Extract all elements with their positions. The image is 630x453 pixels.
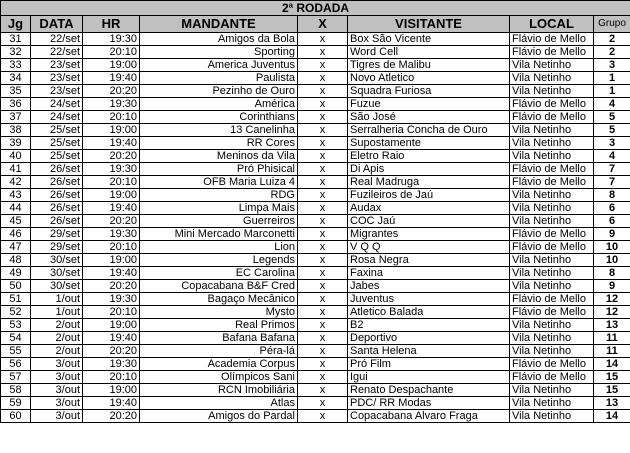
cell-grupo: 4 bbox=[594, 150, 630, 163]
cell-x: x bbox=[298, 228, 348, 241]
cell-x: x bbox=[298, 267, 348, 280]
cell-jg: 36 bbox=[1, 98, 31, 111]
cell-jg: 51 bbox=[1, 293, 31, 306]
cell-local: Flávio de Mello bbox=[510, 293, 594, 306]
cell-local: Vila Netinho bbox=[510, 397, 594, 410]
cell-mandante: Pezinho de Ouro bbox=[140, 85, 298, 98]
cell-x: x bbox=[298, 332, 348, 345]
cell-x: x bbox=[298, 150, 348, 163]
cell-data: 1/out bbox=[31, 306, 83, 319]
header-hr: HR bbox=[83, 16, 140, 33]
cell-visitante: Fuzue bbox=[348, 98, 510, 111]
cell-jg: 52 bbox=[1, 306, 31, 319]
table-row bbox=[1, 358, 630, 371]
cell-hr: 20:20 bbox=[83, 410, 140, 423]
cell-local: Flávio de Mello bbox=[510, 228, 594, 241]
cell-visitante: Jabes bbox=[348, 280, 510, 293]
table-row bbox=[1, 280, 630, 293]
cell-hr: 19:30 bbox=[83, 293, 140, 306]
cell-grupo: 3 bbox=[594, 137, 630, 150]
cell-jg: 31 bbox=[1, 33, 31, 46]
cell-grupo: 5 bbox=[594, 111, 630, 124]
cell-local: Flávio de Mello bbox=[510, 98, 594, 111]
cell-jg: 48 bbox=[1, 254, 31, 267]
cell-x: x bbox=[298, 33, 348, 46]
cell-x: x bbox=[298, 410, 348, 423]
cell-jg: 46 bbox=[1, 228, 31, 241]
cell-hr: 19:00 bbox=[83, 59, 140, 72]
table-row bbox=[1, 293, 630, 306]
table-row bbox=[1, 397, 630, 410]
cell-local: Vila Netinho bbox=[510, 254, 594, 267]
cell-local: Vila Netinho bbox=[510, 202, 594, 215]
cell-x: x bbox=[298, 306, 348, 319]
cell-hr: 20:20 bbox=[83, 85, 140, 98]
cell-mandante: Copacabana B&F Cred bbox=[140, 280, 298, 293]
header-data: DATA bbox=[31, 16, 83, 33]
cell-mandante: RR Cores bbox=[140, 137, 298, 150]
cell-visitante: Eletro Raio bbox=[348, 150, 510, 163]
cell-hr: 19:00 bbox=[83, 319, 140, 332]
table-row bbox=[1, 332, 630, 345]
cell-hr: 20:10 bbox=[83, 111, 140, 124]
cell-grupo: 4 bbox=[594, 98, 630, 111]
cell-grupo: 11 bbox=[594, 345, 630, 358]
cell-local: Vila Netinho bbox=[510, 384, 594, 397]
cell-visitante: Migrantes bbox=[348, 228, 510, 241]
cell-grupo: 7 bbox=[594, 176, 630, 189]
cell-grupo: 15 bbox=[594, 371, 630, 384]
cell-hr: 19:00 bbox=[83, 124, 140, 137]
cell-visitante: Novo Atletico bbox=[348, 72, 510, 85]
cell-visitante: Copacabana Alvaro Fraga bbox=[348, 410, 510, 423]
cell-hr: 20:20 bbox=[83, 345, 140, 358]
cell-local: Vila Netinho bbox=[510, 137, 594, 150]
cell-x: x bbox=[298, 85, 348, 98]
cell-data: 26/set bbox=[31, 215, 83, 228]
cell-grupo: 11 bbox=[594, 332, 630, 345]
cell-mandante: Atlas bbox=[140, 397, 298, 410]
cell-visitante: São José bbox=[348, 111, 510, 124]
cell-local: Vila Netinho bbox=[510, 72, 594, 85]
cell-jg: 47 bbox=[1, 241, 31, 254]
cell-mandante: Legends bbox=[140, 254, 298, 267]
cell-mandante: Meninos da Vila bbox=[140, 150, 298, 163]
cell-grupo: 12 bbox=[594, 306, 630, 319]
cell-mandante: Pró Phisical bbox=[140, 163, 298, 176]
cell-jg: 49 bbox=[1, 267, 31, 280]
cell-grupo: 2 bbox=[594, 46, 630, 59]
cell-grupo: 1 bbox=[594, 72, 630, 85]
cell-visitante: COC Jaú bbox=[348, 215, 510, 228]
cell-grupo: 6 bbox=[594, 202, 630, 215]
cell-grupo: 1 bbox=[594, 85, 630, 98]
cell-mandante: Mysto bbox=[140, 306, 298, 319]
table-row bbox=[1, 215, 630, 228]
cell-jg: 44 bbox=[1, 202, 31, 215]
header-row bbox=[1, 16, 630, 33]
cell-hr: 19:40 bbox=[83, 397, 140, 410]
table-row bbox=[1, 189, 630, 202]
cell-x: x bbox=[298, 254, 348, 267]
cell-mandante: Olímpicos Sani bbox=[140, 371, 298, 384]
cell-visitante: PDC/ RR Modas bbox=[348, 397, 510, 410]
cell-mandante: Lion bbox=[140, 241, 298, 254]
cell-visitante: Serralheria Concha de Ouro bbox=[348, 124, 510, 137]
cell-data: 29/set bbox=[31, 241, 83, 254]
table-row bbox=[1, 124, 630, 137]
cell-visitante: B2 bbox=[348, 319, 510, 332]
cell-mandante: América bbox=[140, 98, 298, 111]
header-local: LOCAL bbox=[510, 16, 594, 33]
cell-hr: 19:40 bbox=[83, 267, 140, 280]
cell-data: 23/set bbox=[31, 72, 83, 85]
cell-data: 23/set bbox=[31, 59, 83, 72]
cell-visitante: Di Apis bbox=[348, 163, 510, 176]
cell-jg: 35 bbox=[1, 85, 31, 98]
table-row bbox=[1, 46, 630, 59]
cell-hr: 20:20 bbox=[83, 280, 140, 293]
cell-data: 3/out bbox=[31, 371, 83, 384]
cell-data: 26/set bbox=[31, 176, 83, 189]
cell-x: x bbox=[298, 384, 348, 397]
cell-local: Vila Netinho bbox=[510, 319, 594, 332]
cell-hr: 20:10 bbox=[83, 241, 140, 254]
cell-visitante: Fuzileiros de Jaú bbox=[348, 189, 510, 202]
header-jg: Jg bbox=[1, 16, 31, 33]
cell-visitante: Tigres de Malibu bbox=[348, 59, 510, 72]
cell-jg: 59 bbox=[1, 397, 31, 410]
cell-x: x bbox=[298, 241, 348, 254]
cell-data: 3/out bbox=[31, 384, 83, 397]
cell-grupo: 10 bbox=[594, 254, 630, 267]
cell-x: x bbox=[298, 215, 348, 228]
cell-data: 22/set bbox=[31, 33, 83, 46]
cell-data: 29/set bbox=[31, 228, 83, 241]
cell-jg: 60 bbox=[1, 410, 31, 423]
cell-jg: 32 bbox=[1, 46, 31, 59]
cell-x: x bbox=[298, 280, 348, 293]
table-row bbox=[1, 228, 630, 241]
cell-visitante: Atletico Balada bbox=[348, 306, 510, 319]
cell-local: Vila Netinho bbox=[510, 124, 594, 137]
table-row bbox=[1, 254, 630, 267]
cell-x: x bbox=[298, 72, 348, 85]
cell-grupo: 13 bbox=[594, 319, 630, 332]
cell-local: Vila Netinho bbox=[510, 85, 594, 98]
cell-local: Flávio de Mello bbox=[510, 33, 594, 46]
table-row bbox=[1, 202, 630, 215]
cell-data: 24/set bbox=[31, 111, 83, 124]
cell-local: Flávio de Mello bbox=[510, 163, 594, 176]
cell-hr: 20:10 bbox=[83, 371, 140, 384]
cell-mandante: Limpa Mais bbox=[140, 202, 298, 215]
table-row bbox=[1, 345, 630, 358]
header-grupo: Grupo bbox=[594, 16, 630, 33]
cell-grupo: 3 bbox=[594, 59, 630, 72]
cell-hr: 19:00 bbox=[83, 189, 140, 202]
cell-local: Vila Netinho bbox=[510, 332, 594, 345]
cell-mandante: 13 Canelinha bbox=[140, 124, 298, 137]
cell-data: 24/set bbox=[31, 98, 83, 111]
cell-hr: 20:10 bbox=[83, 176, 140, 189]
cell-data: 30/set bbox=[31, 267, 83, 280]
cell-x: x bbox=[298, 137, 348, 150]
cell-grupo: 15 bbox=[594, 384, 630, 397]
cell-data: 3/out bbox=[31, 397, 83, 410]
sheet-title: 2ª RODADA bbox=[1, 1, 630, 16]
cell-grupo: 9 bbox=[594, 280, 630, 293]
cell-data: 25/set bbox=[31, 124, 83, 137]
cell-grupo: 9 bbox=[594, 228, 630, 241]
cell-jg: 43 bbox=[1, 189, 31, 202]
cell-mandante: EC Carolina bbox=[140, 267, 298, 280]
cell-mandante: Amigos da Bola bbox=[140, 33, 298, 46]
cell-hr: 19:40 bbox=[83, 202, 140, 215]
cell-jg: 56 bbox=[1, 358, 31, 371]
cell-hr: 19:30 bbox=[83, 98, 140, 111]
cell-local: Flávio de Mello bbox=[510, 111, 594, 124]
cell-jg: 42 bbox=[1, 176, 31, 189]
cell-data: 22/set bbox=[31, 46, 83, 59]
cell-grupo: 6 bbox=[594, 215, 630, 228]
cell-visitante: Supostamente bbox=[348, 137, 510, 150]
cell-data: 1/out bbox=[31, 293, 83, 306]
cell-x: x bbox=[298, 397, 348, 410]
table-row bbox=[1, 371, 630, 384]
cell-visitante: Deportivo bbox=[348, 332, 510, 345]
cell-data: 25/set bbox=[31, 137, 83, 150]
cell-x: x bbox=[298, 202, 348, 215]
cell-grupo: 14 bbox=[594, 410, 630, 423]
table-row bbox=[1, 306, 630, 319]
cell-mandante: Guerreiros bbox=[140, 215, 298, 228]
table-row bbox=[1, 85, 630, 98]
cell-data: 25/set bbox=[31, 150, 83, 163]
cell-visitante: Santa Helena bbox=[348, 345, 510, 358]
cell-data: 2/out bbox=[31, 332, 83, 345]
cell-visitante: Real Madruga bbox=[348, 176, 510, 189]
cell-x: x bbox=[298, 124, 348, 137]
cell-data: 2/out bbox=[31, 319, 83, 332]
cell-local: Vila Netinho bbox=[510, 59, 594, 72]
cell-hr: 19:30 bbox=[83, 228, 140, 241]
cell-visitante: Juventus bbox=[348, 293, 510, 306]
cell-hr: 20:20 bbox=[83, 150, 140, 163]
cell-mandante: Bafana Bafana bbox=[140, 332, 298, 345]
cell-x: x bbox=[298, 111, 348, 124]
cell-local: Vila Netinho bbox=[510, 280, 594, 293]
cell-hr: 19:30 bbox=[83, 33, 140, 46]
cell-x: x bbox=[298, 319, 348, 332]
cell-data: 3/out bbox=[31, 358, 83, 371]
cell-jg: 34 bbox=[1, 72, 31, 85]
cell-grupo: 7 bbox=[594, 163, 630, 176]
cell-hr: 19:30 bbox=[83, 358, 140, 371]
table-row bbox=[1, 150, 630, 163]
cell-jg: 55 bbox=[1, 345, 31, 358]
table-row bbox=[1, 163, 630, 176]
cell-jg: 41 bbox=[1, 163, 31, 176]
cell-mandante: RCN Imobiliária bbox=[140, 384, 298, 397]
cell-mandante: Corinthians bbox=[140, 111, 298, 124]
cell-mandante: Amigos do Pardal bbox=[140, 410, 298, 423]
cell-x: x bbox=[298, 293, 348, 306]
cell-x: x bbox=[298, 358, 348, 371]
cell-hr: 19:00 bbox=[83, 254, 140, 267]
cell-grupo: 12 bbox=[594, 293, 630, 306]
cell-mandante: America Juventus bbox=[140, 59, 298, 72]
table-row bbox=[1, 59, 630, 72]
cell-data: 26/set bbox=[31, 202, 83, 215]
cell-visitante: Word Cell bbox=[348, 46, 510, 59]
cell-local: Vila Netinho bbox=[510, 189, 594, 202]
header-x: X bbox=[298, 16, 348, 33]
cell-local: Flávio de Mello bbox=[510, 176, 594, 189]
cell-visitante: V Q Q bbox=[348, 241, 510, 254]
cell-jg: 50 bbox=[1, 280, 31, 293]
cell-grupo: 8 bbox=[594, 189, 630, 202]
cell-grupo: 13 bbox=[594, 397, 630, 410]
cell-mandante: Mini Mercado Marconetti bbox=[140, 228, 298, 241]
table-row bbox=[1, 98, 630, 111]
cell-hr: 20:20 bbox=[83, 215, 140, 228]
cell-x: x bbox=[298, 371, 348, 384]
title-row bbox=[1, 1, 630, 16]
cell-visitante: Audax bbox=[348, 202, 510, 215]
cell-data: 30/set bbox=[31, 254, 83, 267]
cell-visitante: Box São Vicente bbox=[348, 33, 510, 46]
cell-data: 23/set bbox=[31, 85, 83, 98]
cell-visitante: Rosa Negra bbox=[348, 254, 510, 267]
cell-local: Vila Netinho bbox=[510, 150, 594, 163]
cell-data: 26/set bbox=[31, 163, 83, 176]
cell-jg: 40 bbox=[1, 150, 31, 163]
cell-local: Vila Netinho bbox=[510, 215, 594, 228]
cell-data: 26/set bbox=[31, 189, 83, 202]
cell-jg: 57 bbox=[1, 371, 31, 384]
table-row bbox=[1, 267, 630, 280]
cell-grupo: 14 bbox=[594, 358, 630, 371]
cell-grupo: 5 bbox=[594, 124, 630, 137]
cell-jg: 38 bbox=[1, 124, 31, 137]
table-row bbox=[1, 384, 630, 397]
cell-mandante: Academia Corpus bbox=[140, 358, 298, 371]
cell-jg: 58 bbox=[1, 384, 31, 397]
cell-grupo: 10 bbox=[594, 241, 630, 254]
cell-local: Flávio de Mello bbox=[510, 46, 594, 59]
cell-mandante: Real Primos bbox=[140, 319, 298, 332]
cell-visitante: Squadra Furiosa bbox=[348, 85, 510, 98]
cell-local: Flávio de Mello bbox=[510, 371, 594, 384]
cell-mandante: Paulista bbox=[140, 72, 298, 85]
cell-hr: 19:40 bbox=[83, 332, 140, 345]
cell-x: x bbox=[298, 46, 348, 59]
cell-grupo: 8 bbox=[594, 267, 630, 280]
table-row bbox=[1, 319, 630, 332]
cell-jg: 53 bbox=[1, 319, 31, 332]
cell-jg: 33 bbox=[1, 59, 31, 72]
cell-x: x bbox=[298, 189, 348, 202]
cell-jg: 45 bbox=[1, 215, 31, 228]
cell-jg: 37 bbox=[1, 111, 31, 124]
cell-visitante: Igui bbox=[348, 371, 510, 384]
table-row bbox=[1, 410, 630, 423]
cell-data: 3/out bbox=[31, 410, 83, 423]
cell-mandante: OFB Maria Luiza 4 bbox=[140, 176, 298, 189]
cell-visitante: Renato Despachante bbox=[348, 384, 510, 397]
cell-x: x bbox=[298, 345, 348, 358]
cell-mandante: RDG bbox=[140, 189, 298, 202]
cell-local: Flávio de Mello bbox=[510, 306, 594, 319]
cell-x: x bbox=[298, 59, 348, 72]
cell-data: 2/out bbox=[31, 345, 83, 358]
cell-x: x bbox=[298, 98, 348, 111]
table-row bbox=[1, 137, 630, 150]
cell-local: Flávio de Mello bbox=[510, 358, 594, 371]
cell-hr: 20:10 bbox=[83, 306, 140, 319]
cell-x: x bbox=[298, 163, 348, 176]
cell-mandante: Péra-lá bbox=[140, 345, 298, 358]
cell-mandante: Sporting bbox=[140, 46, 298, 59]
cell-jg: 54 bbox=[1, 332, 31, 345]
cell-hr: 20:10 bbox=[83, 46, 140, 59]
header-mandante: MANDANTE bbox=[140, 16, 298, 33]
cell-data: 30/set bbox=[31, 280, 83, 293]
table-row bbox=[1, 33, 630, 46]
table-row bbox=[1, 176, 630, 189]
cell-mandante: Bagaço Mecânico bbox=[140, 293, 298, 306]
cell-hr: 19:40 bbox=[83, 72, 140, 85]
cell-hr: 19:30 bbox=[83, 163, 140, 176]
cell-jg: 39 bbox=[1, 137, 31, 150]
cell-hr: 19:40 bbox=[83, 137, 140, 150]
table-row bbox=[1, 111, 630, 124]
table-row bbox=[1, 241, 630, 254]
header-visitante: VISITANTE bbox=[348, 16, 510, 33]
cell-local: Vila Netinho bbox=[510, 345, 594, 358]
table-row bbox=[1, 72, 630, 85]
cell-hr: 19:00 bbox=[83, 384, 140, 397]
cell-visitante: Faxina bbox=[348, 267, 510, 280]
cell-x: x bbox=[298, 176, 348, 189]
cell-local: Flávio de Mello bbox=[510, 241, 594, 254]
cell-visitante: Pró Film bbox=[348, 358, 510, 371]
cell-grupo: 2 bbox=[594, 33, 630, 46]
cell-local: Vila Netinho bbox=[510, 410, 594, 423]
cell-local: Vila Netinho bbox=[510, 267, 594, 280]
